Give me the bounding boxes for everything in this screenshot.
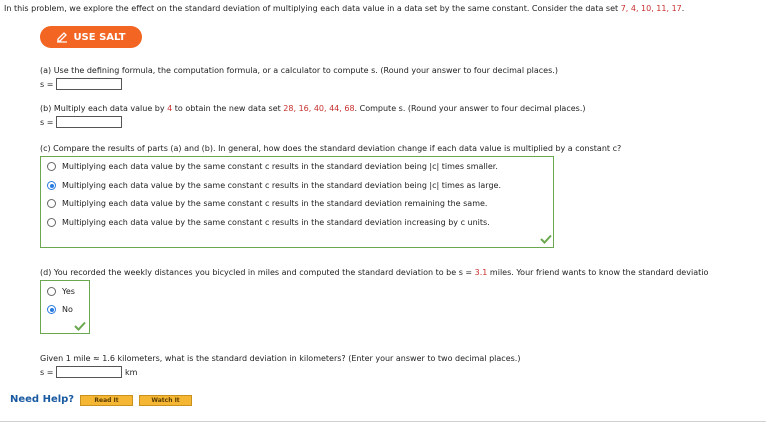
part-b-answer-label: s = <box>40 118 54 127</box>
option-label: Multiplying each data value by the same constant c results in the standard deviation being |c| times smaller. <box>62 162 498 171</box>
part-c-question: (c) Compare the results of parts (a) and (b). In general, how does the standard deviation change if each data value is multiplied by a constant c? <box>40 144 622 153</box>
option-label: No <box>62 305 73 314</box>
checkmark-icon <box>540 234 552 244</box>
data-set-values: 7, 4, 10, 11, 17 <box>620 4 682 13</box>
part-b-multiplier: 4 <box>167 104 173 113</box>
need-help-label: Need Help? <box>10 394 75 405</box>
radio-button-selected[interactable] <box>47 181 56 190</box>
part-a-question: (a) Use the defining formula, the computation formula, or a calculator to compute s. (Round your answer to four decimal places.) <box>40 66 558 75</box>
part-d-question <box>40 268 708 277</box>
part-b-text-1: (b) Multiply each data value by <box>40 104 168 113</box>
part-d-answer-box <box>40 280 90 334</box>
part-c-option-1[interactable] <box>47 162 498 171</box>
part-a-answer-input[interactable] <box>56 78 122 90</box>
part-d-text-1: (d) You recorded the weekly distances you bicycled in miles and computed the standard deviation to be s = <box>40 268 475 277</box>
part-e-question: Given 1 mile ≈ 1.6 kilometers, what is the standard deviation in kilometers? (Enter your answer to two decimal places.) <box>40 354 521 363</box>
part-c-option-3[interactable] <box>47 199 487 208</box>
part-e-unit: km <box>125 368 138 377</box>
option-label: Yes <box>62 287 75 296</box>
intro-end: . <box>681 4 685 13</box>
option-label: Multiplying each data value by the same constant c results in the standard deviation being |c| times as large. <box>62 181 501 190</box>
part-e-answer-input[interactable] <box>56 366 122 378</box>
pencil-edit-icon <box>56 31 68 43</box>
use-salt-label: USE SALT <box>73 31 126 43</box>
part-e-answer-label: s = <box>40 368 54 377</box>
part-b-new-data-set: 28, 16, 40, 44, 68 <box>283 104 355 113</box>
radio-button[interactable] <box>47 218 56 227</box>
radio-button[interactable] <box>47 287 56 296</box>
radio-button[interactable] <box>47 162 56 171</box>
option-label: Multiplying each data value by the same constant c results in the standard deviation increasing by c units. <box>62 218 490 227</box>
radio-button[interactable] <box>47 199 56 208</box>
part-d-text-2: miles. Your friend wants to know the standard deviatio <box>487 268 709 277</box>
option-label: Multiplying each data value by the same constant c results in the standard deviation remaining the same. <box>62 199 488 208</box>
bottom-divider <box>0 421 766 422</box>
part-b-text-3: . Compute s. (Round your answer to four decimal places.) <box>354 104 586 113</box>
intro-text <box>4 4 684 13</box>
intro-sentence: In this problem, we explore the effect on the standard deviation of multiplying each data value in a data set by the same constant. Consider the data set <box>4 4 621 13</box>
read-it-button[interactable]: Read It <box>80 395 133 406</box>
part-a-answer-label: s = <box>40 80 54 89</box>
checkmark-icon <box>74 321 86 331</box>
part-b-text-2: to obtain the new data set <box>172 104 284 113</box>
part-d-option-no[interactable] <box>47 305 73 314</box>
part-b-answer-input[interactable] <box>56 116 122 128</box>
watch-it-button[interactable]: Watch It <box>139 395 192 406</box>
part-d-s-value: 3.1 <box>474 268 488 277</box>
part-d-option-yes[interactable] <box>47 287 75 296</box>
use-salt-button[interactable] <box>40 26 142 48</box>
part-c-option-2[interactable] <box>47 181 501 190</box>
part-c-option-4[interactable] <box>47 218 490 227</box>
part-c-answer-box <box>40 156 554 248</box>
part-b-question <box>40 104 585 113</box>
radio-button-selected[interactable] <box>47 305 56 314</box>
